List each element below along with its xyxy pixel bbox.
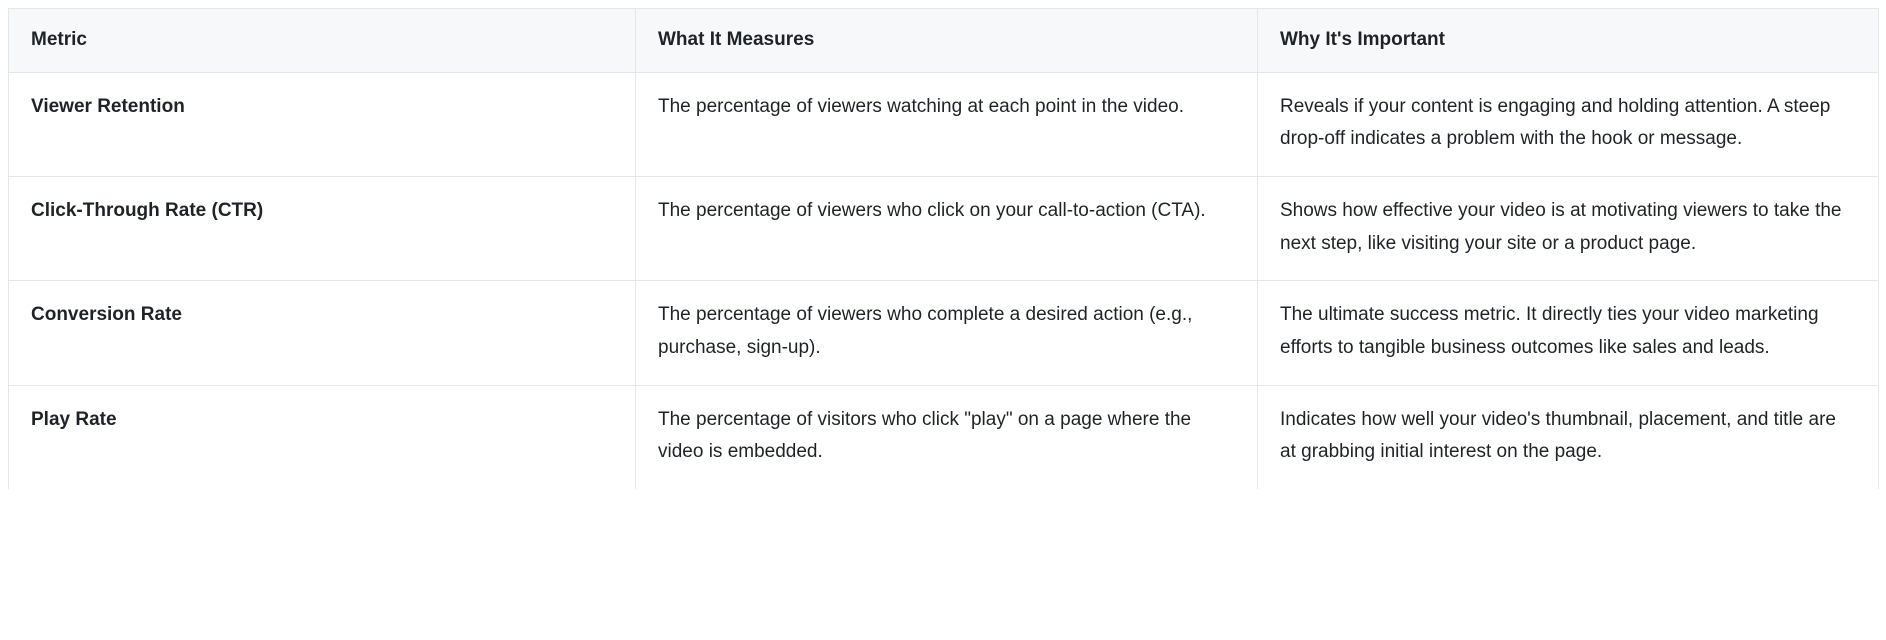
cell-measures: The percentage of viewers watching at each point in the video. — [636, 72, 1258, 176]
video-metrics-table — [8, 8, 1879, 489]
cell-metric: Play Rate — [9, 385, 636, 489]
cell-metric: Conversion Rate — [9, 281, 636, 385]
cell-measures: The percentage of viewers who click on your call-to-action (CTA). — [636, 176, 1258, 280]
cell-measures: The percentage of viewers who complete a desired action (e.g., purchase, sign-up). — [636, 281, 1258, 385]
table-row — [9, 385, 1879, 489]
cell-important: Indicates how well your video's thumbnail, placement, and title are at grabbing initial interest on the page. — [1258, 385, 1879, 489]
table-body — [9, 72, 1879, 489]
table-row — [9, 281, 1879, 385]
cell-important: The ultimate success metric. It directly ties your video marketing efforts to tangible business outcomes like sales and leads. — [1258, 281, 1879, 385]
table-row — [9, 72, 1879, 176]
column-header-what-it-measures: What It Measures — [636, 9, 1258, 73]
table-header — [9, 9, 1879, 73]
table-row — [9, 176, 1879, 280]
table-header-row — [9, 9, 1879, 73]
cell-metric: Click-Through Rate (CTR) — [9, 176, 636, 280]
cell-measures: The percentage of visitors who click "play" on a page where the video is embedded. — [636, 385, 1258, 489]
cell-metric: Viewer Retention — [9, 72, 636, 176]
column-header-why-its-important: Why It's Important — [1258, 9, 1879, 73]
cell-important: Reveals if your content is engaging and holding attention. A steep drop-off indicates a problem with the hook or message. — [1258, 72, 1879, 176]
cell-important: Shows how effective your video is at motivating viewers to take the next step, like visiting your site or a product page. — [1258, 176, 1879, 280]
column-header-metric: Metric — [9, 9, 636, 73]
